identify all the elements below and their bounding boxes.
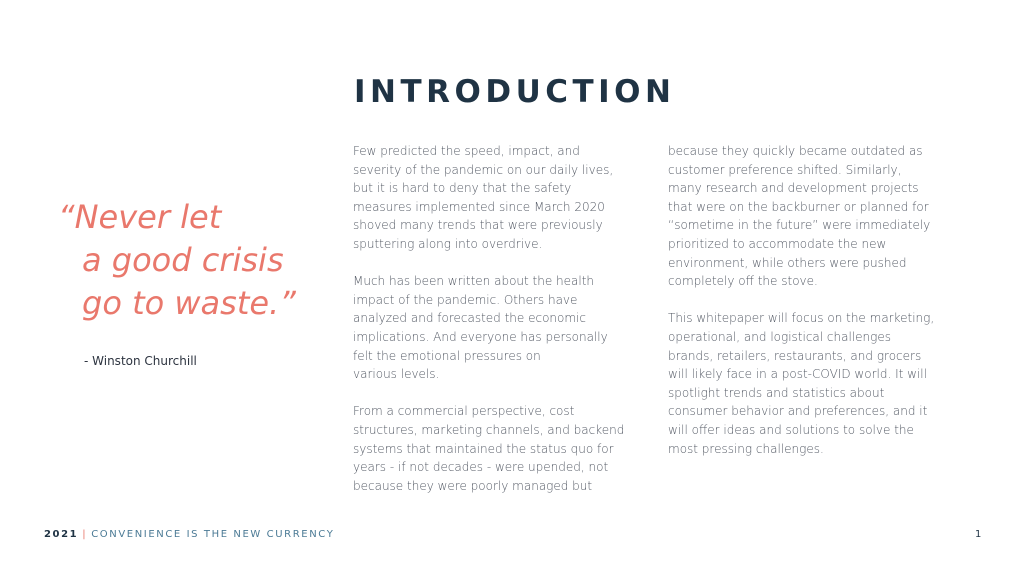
body-text-line: but it is hard to deny that the safety bbox=[353, 181, 572, 196]
body-text-line: Few predicted the speed, impact, and bbox=[353, 144, 580, 158]
quote-attribution: - Winston Churchill bbox=[84, 354, 197, 368]
body-text-line: “sometime in the future” were immediately bbox=[668, 218, 931, 233]
body-text-line: This whitepaper will focus on the marketing, bbox=[668, 311, 935, 326]
body-text-line: sputtering along into overdrive. bbox=[353, 236, 543, 251]
page-title: INTRODUCTION bbox=[354, 74, 676, 110]
body-text-line: most pressing challenges. bbox=[668, 441, 824, 456]
paragraph-gap bbox=[668, 291, 958, 310]
body-text-line: because they were poorly managed but bbox=[353, 478, 593, 493]
body-text-line: environment, while others were pushed bbox=[668, 255, 907, 270]
body-text-line: structures, marketing channels, and backend bbox=[353, 422, 625, 437]
body-text-line: felt the emotional pressures on bbox=[353, 348, 541, 363]
body-text-line: will likely face in a post-COVID world. It will bbox=[668, 367, 927, 382]
body-text-line: shoved many trends that were previously bbox=[353, 218, 603, 233]
body-text-line: that were on the backburner or planned for bbox=[668, 199, 929, 214]
body-text-line: From a commercial perspective, cost bbox=[353, 404, 575, 419]
body-text-line: analyzed and forecasted the economic bbox=[353, 311, 586, 326]
body-text-line: spotlight trends and statistics about bbox=[668, 385, 885, 400]
body-text-line: customer preference shifted. Similarly, bbox=[668, 162, 902, 177]
body-text-line: systems that maintained the status quo for bbox=[353, 441, 614, 456]
body-text-line: Much has been written about the health bbox=[353, 274, 595, 289]
body-text-line: measures implemented since March 2020 bbox=[353, 199, 605, 214]
body-text-line: many research and development projects bbox=[668, 181, 919, 196]
body-column-left bbox=[353, 142, 643, 495]
quote-line-2: a good crisis bbox=[82, 241, 284, 279]
body-text-line: will offer ideas and solutions to solve the bbox=[668, 422, 914, 437]
footer-year: 2021 bbox=[44, 529, 79, 540]
body-text-line: impact of the pandemic. Others have bbox=[353, 292, 578, 307]
body-text-line: severity of the pandemic on our daily lives, bbox=[353, 162, 614, 177]
body-text-line: years - if not decades - were upended, not bbox=[353, 460, 609, 475]
body-text-line: completely off the stove. bbox=[668, 274, 818, 289]
quote-line-3: go to waste.” bbox=[82, 284, 296, 322]
body-text-line: operational, and logistical challenges bbox=[668, 329, 891, 344]
body-column-right bbox=[668, 142, 958, 458]
quote-line-1: “Never let bbox=[58, 198, 222, 236]
pull-quote bbox=[58, 196, 296, 325]
body-text-line: prioritized to accommodate the new bbox=[668, 236, 887, 251]
footer bbox=[44, 529, 334, 540]
footer-tagline: CONVENIENCE IS THE NEW CURRENCY bbox=[91, 529, 335, 540]
body-text-line: implications. And everyone has personally bbox=[353, 329, 608, 344]
body-text-line: consumer behavior and preferences, and it bbox=[668, 404, 928, 419]
paragraph-gap bbox=[353, 384, 643, 403]
footer-separator: | bbox=[82, 529, 88, 540]
body-text-line: brands, retailers, restaurants, and grocers bbox=[668, 348, 922, 363]
body-text-line: because they quickly became outdated as bbox=[668, 144, 923, 158]
paragraph-gap bbox=[353, 254, 643, 273]
body-text-line: various levels. bbox=[353, 367, 440, 382]
page-number: 1 bbox=[975, 529, 982, 540]
